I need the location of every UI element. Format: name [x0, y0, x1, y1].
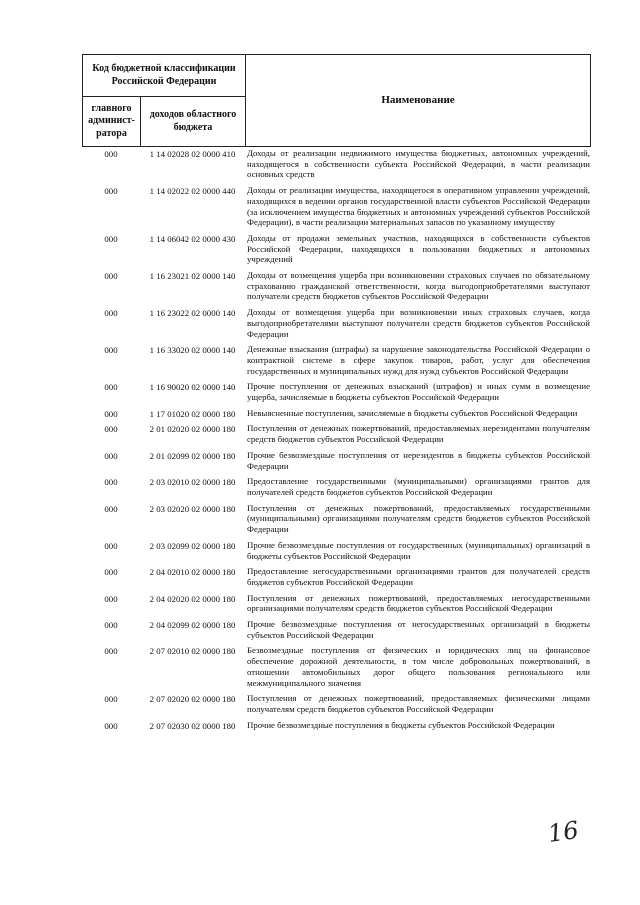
admin-code-cell: 000 — [104, 593, 118, 604]
table-row — [82, 381, 590, 407]
admin-code-cell: 000 — [104, 271, 118, 282]
revenue-name-cell: Денежные взыскания (штрафы) за нарушение законодательства Российской Федерации о контрактной системе в сфере закупок товаров, работ, услуг для обеспечения государственных и муниципальных нужд для нужд субъектов Российской Федерации — [247, 344, 590, 376]
revenue-code-cell: 2 07 02020 02 0000 180 — [149, 694, 236, 705]
revenue-name-cell: Доходы от возмещения ущерба при возникновении иных страховых случаев, когда выгодоприобретателями выступают получатели средств бюджетов субъектов Российской Федерации — [247, 307, 590, 339]
revenue-code-cell: 1 16 23022 02 0000 140 — [149, 308, 236, 319]
admin-code-cell: 000 — [104, 477, 118, 488]
revenue-code-cell: 1 14 06042 02 0000 430 — [149, 233, 236, 244]
revenue-name-cell: Невыясненные поступления, зачисляемые в бюджеты субъектов Российской Федерации — [247, 407, 578, 418]
revenue-name-cell: Прочие поступления от денежных взысканий (штрафов) и иных сумм в возмещение ущерба, зачисляемые в бюджеты субъектов Российской Федерации — [247, 381, 590, 403]
table-row — [82, 540, 590, 566]
revenue-name-cell: Доходы от возмещения ущерба при возникновении страховых случаев по обязательному страхованию гражданской ответственности, когда выгодоприобретателями выступают получатели средств бюджетов субъектов Российской Федерации — [247, 270, 590, 302]
admin-code-cell: 000 — [104, 620, 118, 631]
classification-table-body — [82, 148, 590, 735]
revenue-code-cell: 1 17 01020 02 0000 180 — [149, 408, 236, 419]
admin-code-cell: 000 — [104, 308, 118, 319]
revenue-code-cell: 1 14 02022 02 0000 440 — [149, 186, 236, 197]
admin-code-cell: 000 — [104, 450, 118, 461]
table-row — [82, 645, 590, 693]
revenue-code-cell: 2 03 02099 02 0000 180 — [149, 540, 236, 551]
admin-code-cell: 000 — [104, 646, 118, 657]
table-row — [82, 476, 590, 502]
revenue-name-cell: Доходы от реализации недвижимого имущества бюджетных, автономных учреждений, находящегося в собственности субъекта Российской Федерации, в части реализации основных средств — [247, 148, 590, 180]
table-row — [82, 344, 590, 381]
revenue-name-cell: Поступления от денежных пожертвований, предоставляемых нерезидентами получателям средств бюджетов субъектов Российской Федерации — [247, 423, 590, 445]
revenue-name-cell: Прочие безвозмездные поступления от негосударственных организаций в бюджеты субъектов Российской Федерации — [247, 619, 590, 640]
header-admin-column: главного админист-ратора — [83, 97, 141, 147]
table-row — [82, 233, 590, 270]
table-row — [82, 450, 590, 476]
admin-code-cell: 000 — [104, 186, 118, 197]
revenue-code-cell: 2 03 02010 02 0000 180 — [149, 477, 236, 488]
admin-code-cell: 000 — [104, 720, 118, 731]
revenue-code-cell: 1 16 90020 02 0000 140 — [149, 382, 236, 393]
revenue-code-cell: 2 04 02020 02 0000 180 — [149, 593, 236, 604]
revenue-code-cell: 1 16 23021 02 0000 140 — [149, 271, 236, 282]
admin-code-cell: 000 — [104, 540, 118, 551]
admin-code-cell: 000 — [104, 382, 118, 393]
table-row — [82, 270, 590, 307]
admin-code-cell: 000 — [104, 567, 118, 578]
revenue-name-cell: Прочие безвозмездные поступления от нерезидентов в бюджеты субъектов Российской Федерации — [247, 449, 590, 471]
revenue-code-cell: 1 14 02028 02 0000 410 — [149, 149, 236, 159]
revenue-name-cell: Предоставление государственными (муниципальными) организациями грантов для получателей средств бюджетов субъектов Российской Федерации — [247, 476, 590, 497]
revenue-code-cell: 2 03 02020 02 0000 180 — [149, 503, 236, 514]
revenue-code-cell: 2 04 02099 02 0000 180 — [149, 620, 236, 631]
header-group-title: Код бюджетной классификации Российской Федерации — [83, 55, 246, 97]
header-code-column: доходов областного бюджета — [141, 97, 246, 147]
table-row — [82, 720, 590, 736]
table-row — [82, 503, 590, 540]
revenue-name-cell: Доходы от продажи земельных участков, находящихся в собственности субъектов Российской Федерации, находящихся в пользовании бюджетных и автономных учреждений — [247, 232, 590, 265]
handwritten-page-number: 16 — [546, 816, 581, 848]
revenue-name-cell: Поступления от денежных пожертвований, предоставляемых государственными (муниципальными) организациями получателям средств бюджетов субъектов Российской Федерации — [247, 502, 590, 535]
table-row — [82, 566, 590, 592]
revenue-name-cell: Предоставление негосударственными организациями грантов для получателей средств бюджетов субъектов Российской Федерации — [247, 566, 590, 587]
revenue-code-cell: 2 04 02010 02 0000 180 — [149, 567, 236, 578]
admin-code-cell: 000 — [104, 233, 118, 244]
revenue-name-cell: Безвозмездные поступления от физических и юридических лиц на финансовое обеспечение дорожной деятельности, в том числе добровольных пожертвований, в отношении автомобильных дорог общего пользования регионального или межмуниципального значения — [247, 645, 590, 688]
table-row — [82, 619, 590, 645]
revenue-code-cell: 2 07 02010 02 0000 180 — [149, 646, 236, 657]
admin-code-cell: 000 — [104, 503, 118, 514]
revenue-name-cell: Прочие безвозмездные поступления от государственных (муниципальных) организаций в бюджеты субъектов Российской Федерации — [247, 539, 590, 561]
revenue-name-cell: Доходы от реализации имущества, находящегося в оперативном управлении учреждений, находящихся в ведении органов государственной власти субъектов Российской Федерации (за исключением имущества бюджетных и автономных учреждений субъектов Российской Федерации), в части реализации материальных запасов по указанному имуществу — [247, 185, 590, 228]
admin-code-cell: 000 — [104, 694, 118, 705]
admin-code-cell: 000 — [104, 345, 118, 356]
table-row — [82, 693, 590, 719]
table-row — [82, 423, 590, 449]
revenue-code-cell: 2 01 02099 02 0000 180 — [149, 450, 236, 461]
table-row — [82, 593, 590, 619]
table-row — [82, 148, 590, 185]
revenue-name-cell: Прочие безвозмездные поступления в бюджеты субъектов Российской Федерации — [247, 719, 555, 730]
table-row — [82, 408, 590, 424]
revenue-code-cell: 1 16 33020 02 0000 140 — [149, 345, 236, 356]
table-header — [82, 54, 591, 147]
admin-code-cell: 000 — [104, 149, 118, 159]
admin-code-cell: 000 — [104, 424, 118, 435]
revenue-name-cell: Поступления от денежных пожертвований, предоставляемых негосударственными организациями получателям средств бюджетов субъектов Российской Федерации — [247, 592, 590, 614]
revenue-code-cell: 2 07 02030 02 0000 180 — [149, 720, 236, 731]
admin-code-cell: 000 — [104, 408, 118, 419]
table-row — [82, 185, 590, 233]
revenue-name-cell: Поступления от денежных пожертвований, предоставляемых физическими лицами получателям средств бюджетов субъектов Российской Федерации — [247, 693, 590, 714]
table-row — [82, 307, 590, 344]
header-name-column: Наименование — [246, 55, 591, 147]
revenue-code-cell: 2 01 02020 02 0000 180 — [149, 424, 236, 435]
